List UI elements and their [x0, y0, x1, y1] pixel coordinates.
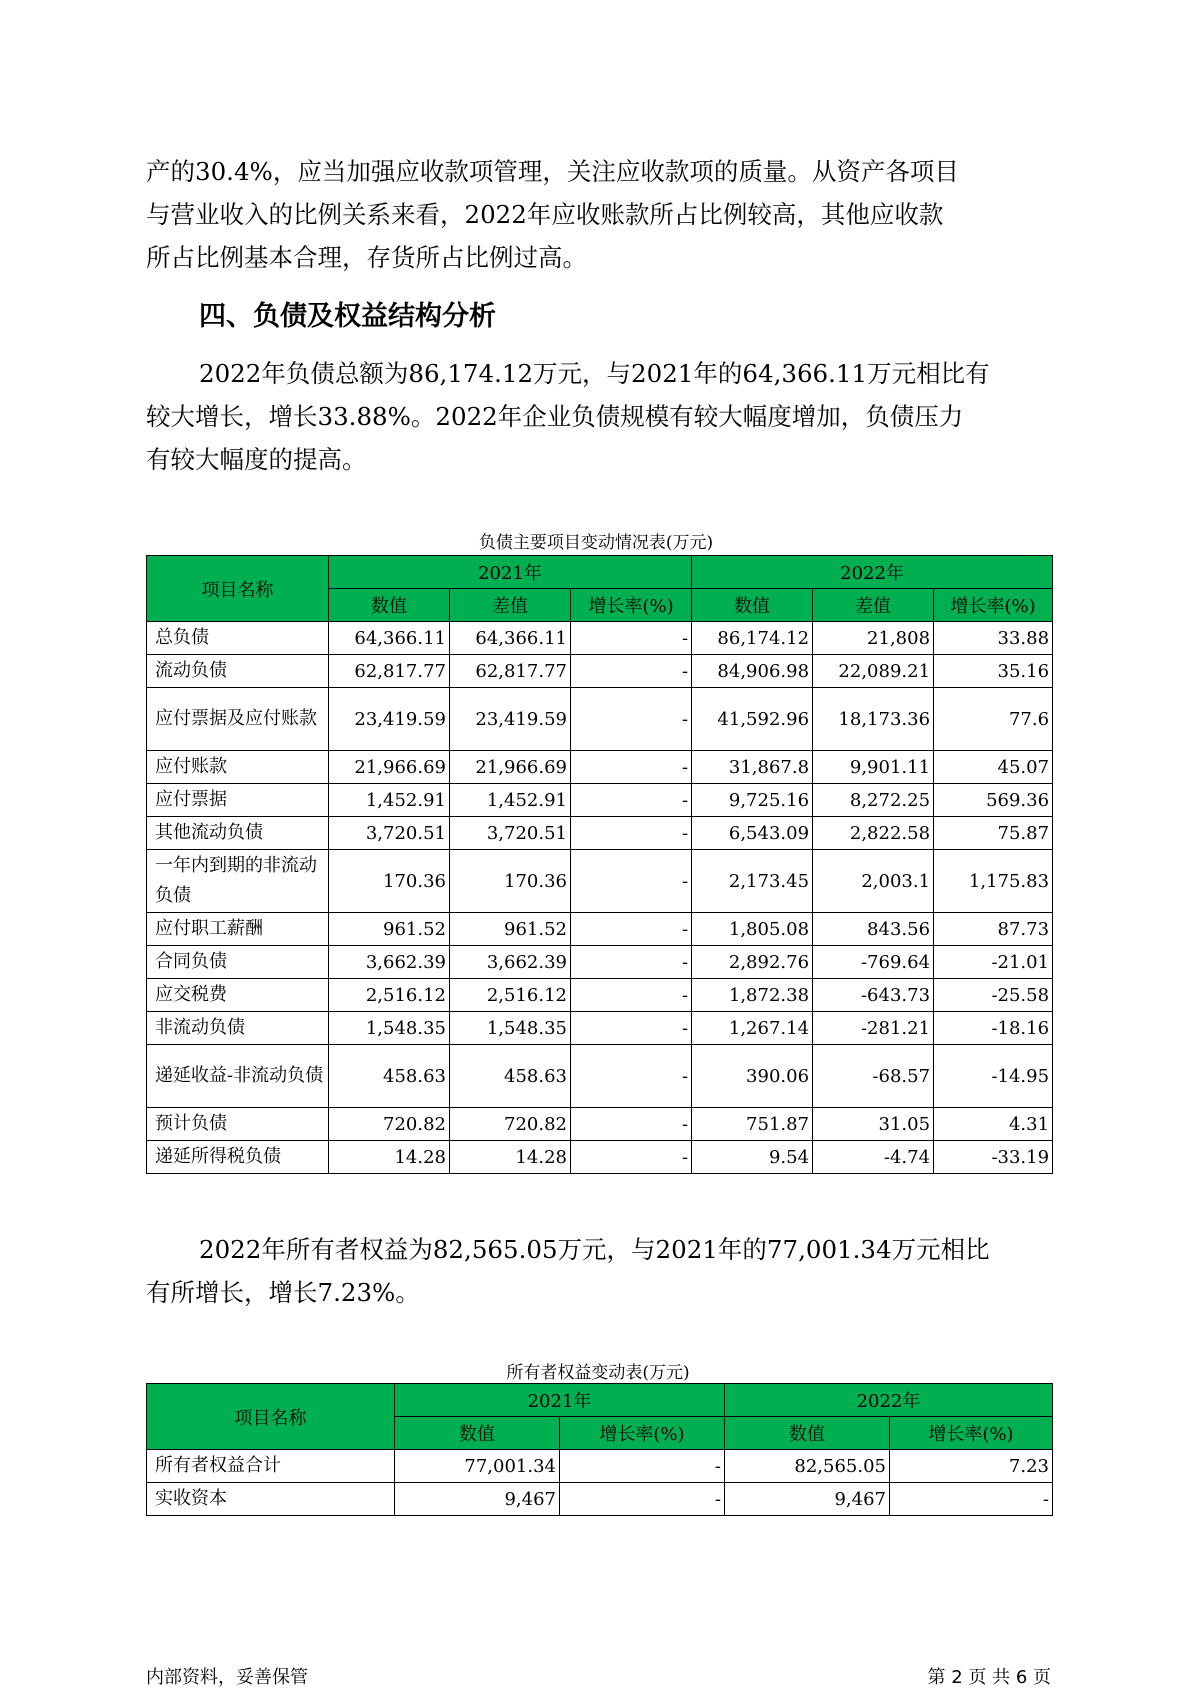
text-line: 有较大幅度的提高。 — [146, 445, 367, 474]
cell-g2: 77.6 — [934, 688, 1053, 751]
cell-g1: - — [571, 850, 692, 913]
cell-g2: -33.19 — [934, 1141, 1053, 1174]
cell-g1: - — [560, 1483, 725, 1516]
growth-header: 增长率(%) — [571, 589, 692, 622]
table-row — [147, 655, 1053, 688]
cell-d1: 2,516.12 — [450, 979, 571, 1012]
cell-g2: -25.58 — [934, 979, 1053, 1012]
cell-v1: 62,817.77 — [329, 655, 450, 688]
cell-v1: 961.52 — [329, 913, 450, 946]
cell-v1: 720.82 — [329, 1108, 450, 1141]
cell-d2: -4.74 — [813, 1141, 934, 1174]
value-header: 数值 — [692, 589, 813, 622]
cell-v2: 9.54 — [692, 1141, 813, 1174]
cell-d2: 22,089.21 — [813, 655, 934, 688]
cell-v2: 84,906.98 — [692, 655, 813, 688]
cell-v2: 82,565.05 — [725, 1450, 890, 1483]
cell-g1: - — [571, 622, 692, 655]
diff-header: 差值 — [813, 589, 934, 622]
item-name: 所有者权益合计 — [147, 1450, 395, 1483]
cell-v2: 9,725.16 — [692, 784, 813, 817]
cell-v2: 1,805.08 — [692, 913, 813, 946]
diff-header: 差值 — [450, 589, 571, 622]
cell-d1: 961.52 — [450, 913, 571, 946]
item-name: 应付票据 — [147, 784, 329, 817]
growth-header: 增长率(%) — [890, 1417, 1053, 1450]
cell-g1: - — [571, 946, 692, 979]
cell-g2: 1,175.83 — [934, 850, 1053, 913]
table-row — [147, 751, 1053, 784]
cell-d1: 3,720.51 — [450, 817, 571, 850]
table-row — [147, 979, 1053, 1012]
cell-v2: 6,543.09 — [692, 817, 813, 850]
cell-v1: 2,516.12 — [329, 979, 450, 1012]
item-name: 一年内到期的非流动负债 — [147, 850, 329, 913]
cell-d1: 14.28 — [450, 1141, 571, 1174]
table-row — [147, 622, 1053, 655]
text-line: 有所增长，增长7.23%。 — [146, 1278, 420, 1307]
item-name: 合同负债 — [147, 946, 329, 979]
cell-g1: - — [571, 979, 692, 1012]
cell-g1: - — [560, 1450, 725, 1483]
cell-g2: -21.01 — [934, 946, 1053, 979]
cell-d1: 23,419.59 — [450, 688, 571, 751]
cell-d1: 62,817.77 — [450, 655, 571, 688]
cell-g2: 75.87 — [934, 817, 1053, 850]
item-name: 流动负债 — [147, 655, 329, 688]
liability-table — [146, 555, 1053, 1174]
cell-g1: - — [571, 1012, 692, 1045]
equity-paragraph — [146, 1228, 1046, 1314]
table-row — [147, 1108, 1053, 1141]
cell-g2: 4.31 — [934, 1108, 1053, 1141]
value-header: 数值 — [395, 1417, 560, 1450]
cell-g1: - — [571, 751, 692, 784]
item-name: 非流动负债 — [147, 1012, 329, 1045]
cell-v2: 390.06 — [692, 1045, 813, 1108]
item-name: 总负债 — [147, 622, 329, 655]
cell-d1: 64,366.11 — [450, 622, 571, 655]
value-header: 数值 — [329, 589, 450, 622]
table-row — [147, 913, 1053, 946]
table-row — [147, 850, 1053, 913]
year-header-2022: 2022年 — [692, 556, 1053, 589]
cell-d1: 1,452.91 — [450, 784, 571, 817]
text-line: 所占比例基本合理，存货所占比例过高。 — [146, 243, 587, 272]
cell-v1: 3,662.39 — [329, 946, 450, 979]
table-row — [147, 1450, 1053, 1483]
cell-d2: 2,822.58 — [813, 817, 934, 850]
item-name: 递延收益-非流动负债 — [147, 1045, 329, 1108]
table-row — [147, 1141, 1053, 1174]
name-header: 项目名称 — [147, 556, 329, 622]
cell-d1: 458.63 — [450, 1045, 571, 1108]
cell-g2: - — [890, 1483, 1053, 1516]
equity-table — [146, 1383, 1053, 1516]
table-row — [147, 1045, 1053, 1108]
cell-g1: - — [571, 1108, 692, 1141]
cell-g1: - — [571, 1045, 692, 1108]
item-name: 应付账款 — [147, 751, 329, 784]
cell-v2: 1,267.14 — [692, 1012, 813, 1045]
cell-d2: -643.73 — [813, 979, 934, 1012]
table-row — [147, 817, 1053, 850]
cell-v2: 41,592.96 — [692, 688, 813, 751]
year-header-2022: 2022年 — [725, 1384, 1053, 1417]
cell-v2: 2,173.45 — [692, 850, 813, 913]
cell-g1: - — [571, 1141, 692, 1174]
cell-g2: 569.36 — [934, 784, 1053, 817]
cell-g2: 33.88 — [934, 622, 1053, 655]
cell-d2: 843.56 — [813, 913, 934, 946]
cell-g1: - — [571, 784, 692, 817]
item-name: 递延所得税负债 — [147, 1141, 329, 1174]
item-name: 实收资本 — [147, 1483, 395, 1516]
cell-v1: 9,467 — [395, 1483, 560, 1516]
cell-d2: -281.21 — [813, 1012, 934, 1045]
cell-v1: 3,720.51 — [329, 817, 450, 850]
intro-paragraph — [146, 150, 1046, 279]
footer-note: 内部资料，妥善保管 — [146, 1667, 308, 1688]
cell-v1: 170.36 — [329, 850, 450, 913]
table1-caption: 负债主要项目变动情况表(万元) — [478, 533, 714, 553]
cell-d2: 9,901.11 — [813, 751, 934, 784]
year-header-2021: 2021年 — [329, 556, 692, 589]
growth-header: 增长率(%) — [934, 589, 1053, 622]
cell-d2: -68.57 — [813, 1045, 934, 1108]
table2-caption: 所有者权益变动表(万元) — [506, 1363, 690, 1383]
cell-d2: 31.05 — [813, 1108, 934, 1141]
cell-d1: 3,662.39 — [450, 946, 571, 979]
cell-v1: 14.28 — [329, 1141, 450, 1174]
table-row — [147, 1012, 1053, 1045]
cell-d2: 2,003.1 — [813, 850, 934, 913]
cell-d2: -769.64 — [813, 946, 934, 979]
cell-v1: 23,419.59 — [329, 688, 450, 751]
page-number: 第 2 页 共 6 页 — [927, 1667, 1051, 1688]
liability-paragraph — [146, 352, 1046, 481]
cell-g1: - — [571, 913, 692, 946]
table-row — [147, 784, 1053, 817]
year-header-2021: 2021年 — [395, 1384, 725, 1417]
table-row — [147, 946, 1053, 979]
cell-g2: -18.16 — [934, 1012, 1053, 1045]
text-line: 产的30.4%，应当加强应收款项管理，关注应收款项的质量。从资产各项目 — [146, 157, 959, 186]
item-name: 应交税费 — [147, 979, 329, 1012]
cell-g2: 7.23 — [890, 1450, 1053, 1483]
cell-d1: 170.36 — [450, 850, 571, 913]
cell-d2: 8,272.25 — [813, 784, 934, 817]
cell-g2: -14.95 — [934, 1045, 1053, 1108]
cell-d1: 21,966.69 — [450, 751, 571, 784]
cell-d1: 1,548.35 — [450, 1012, 571, 1045]
cell-g1: - — [571, 688, 692, 751]
item-name: 其他流动负债 — [147, 817, 329, 850]
cell-v1: 77,001.34 — [395, 1450, 560, 1483]
cell-g1: - — [571, 817, 692, 850]
cell-d2: 18,173.36 — [813, 688, 934, 751]
text-line: 较大增长，增长33.88%。2022年企业负债规模有较大幅度增加，负债压力 — [146, 402, 964, 431]
cell-v2: 9,467 — [725, 1483, 890, 1516]
cell-d1: 720.82 — [450, 1108, 571, 1141]
cell-g1: - — [571, 655, 692, 688]
cell-v1: 64,366.11 — [329, 622, 450, 655]
cell-v1: 21,966.69 — [329, 751, 450, 784]
cell-v1: 1,452.91 — [329, 784, 450, 817]
cell-v2: 1,872.38 — [692, 979, 813, 1012]
cell-v2: 86,174.12 — [692, 622, 813, 655]
table-row — [147, 688, 1053, 751]
name-header: 项目名称 — [147, 1384, 395, 1450]
cell-v1: 458.63 — [329, 1045, 450, 1108]
table-row — [147, 1483, 1053, 1516]
cell-g2: 87.73 — [934, 913, 1053, 946]
section-heading: 四、负债及权益结构分析 — [199, 301, 496, 332]
text-line: 2022年所有者权益为82,565.05万元，与2021年的77,001.34万元相比 — [199, 1235, 990, 1264]
cell-v2: 751.87 — [692, 1108, 813, 1141]
value-header: 数值 — [725, 1417, 890, 1450]
cell-v2: 2,892.76 — [692, 946, 813, 979]
item-name: 应付职工薪酬 — [147, 913, 329, 946]
text-line: 与营业收入的比例关系来看，2022年应收账款所占比例较高，其他应收款 — [146, 200, 944, 229]
cell-g2: 45.07 — [934, 751, 1053, 784]
cell-v2: 31,867.8 — [692, 751, 813, 784]
item-name: 预计负债 — [147, 1108, 329, 1141]
cell-g2: 35.16 — [934, 655, 1053, 688]
cell-d2: 21,808 — [813, 622, 934, 655]
cell-v1: 1,548.35 — [329, 1012, 450, 1045]
text-line: 2022年负债总额为86,174.12万元，与2021年的64,366.11万元相比有 — [199, 359, 990, 388]
item-name: 应付票据及应付账款 — [147, 688, 329, 751]
growth-header: 增长率(%) — [560, 1417, 725, 1450]
